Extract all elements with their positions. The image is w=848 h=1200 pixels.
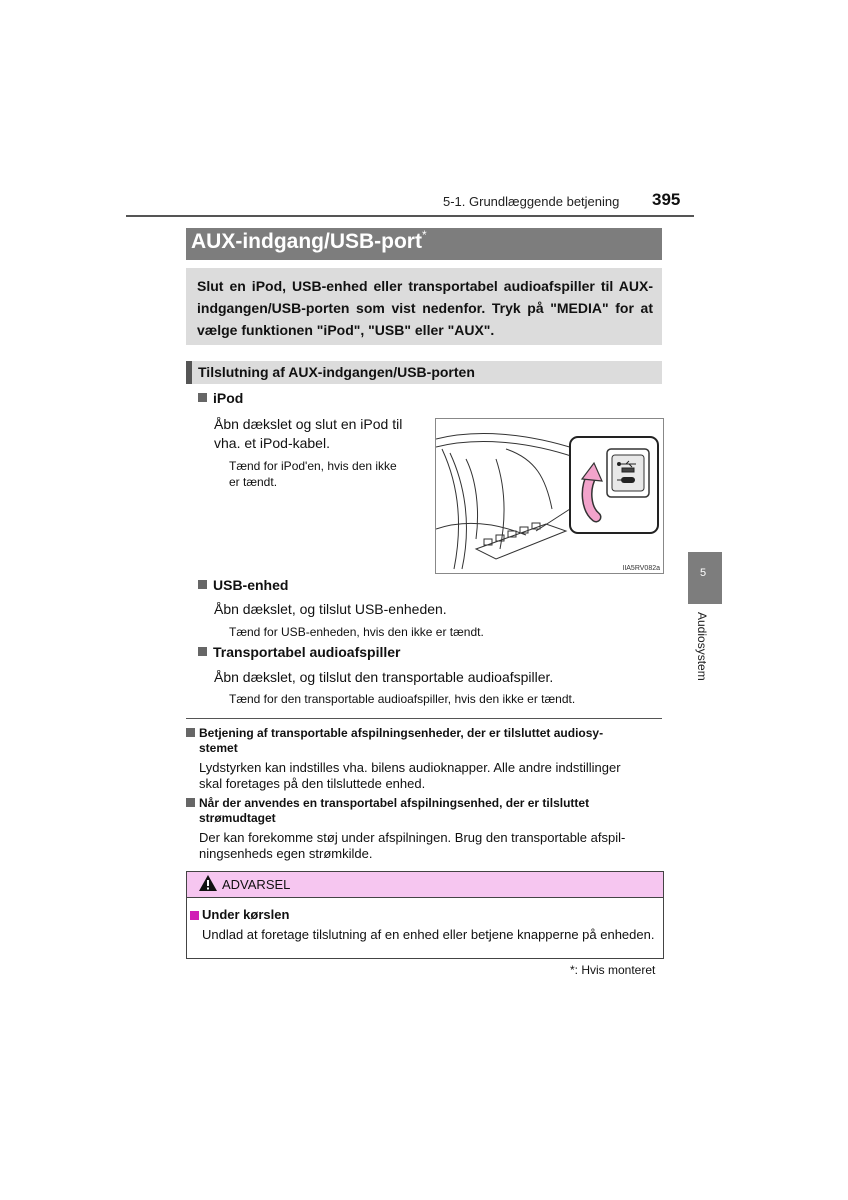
bullet-square-icon <box>198 580 207 589</box>
bullet-square-icon <box>186 728 195 737</box>
dashboard-illustration <box>436 419 663 573</box>
item-usb-line1: Åbn dækslet, og tilslut USB-enheden. <box>214 601 447 617</box>
note-1-heading: Betjening af transportable afspilningsenheder, der er tilsluttet audiosy- <box>186 726 662 741</box>
chapter-label: Audiosystem <box>695 612 709 681</box>
chapter-number: 5 <box>700 567 707 579</box>
note-2-body-1: Der kan forekomme støj under afspilningen. Brug den transportable afspil- <box>199 830 626 845</box>
item-ipod-line1: Åbn dækslet og slut en iPod til <box>214 416 403 432</box>
subheading: Tilslutning af AUX-indgangen/USB-porten <box>198 364 475 380</box>
notes-rule <box>186 718 662 719</box>
header-rule <box>126 215 694 217</box>
page-title-text: AUX-indgang/USB-port <box>191 230 422 253</box>
connection-figure <box>435 418 664 574</box>
item-ipod-note1: Tænd for iPod'en, hvis den ikke <box>229 459 397 473</box>
note-1-body-1: Lydstyrken kan indstilles vha. bilens audioknapper. Alle andre indstillinger <box>199 760 621 775</box>
footnote <box>570 963 655 977</box>
page-title <box>191 230 427 254</box>
bullet-square-icon <box>186 798 195 807</box>
warning-title: Under kørslen <box>202 907 290 922</box>
item-audio-line1: Åbn dækslet, og tilslut den transportable audioafspiller. <box>214 669 554 685</box>
item-audio-heading: Transportabel audioafspiller <box>198 644 401 660</box>
item-usb-note1: Tænd for USB-enheden, hvis den ikke er tændt. <box>229 625 484 639</box>
warning-body: Undlad at foretage tilslutning af en enhed eller betjene knapperne på enheden. <box>202 927 655 942</box>
warning-triangle-icon <box>198 874 218 892</box>
figure-code: IIA5RV082a <box>622 565 660 572</box>
warning-bullet-icon <box>190 911 199 920</box>
item-audio-note1: Tænd for den transportable audioafspiller, hvis den ikke er tændt. <box>229 692 576 706</box>
note-2-heading: Når der anvendes en transportabel afspilningsenhed, der er tilsluttet <box>186 796 662 811</box>
bullet-square-icon <box>198 393 207 402</box>
footnote-symbol: * <box>570 963 575 977</box>
footnote-text: : Hvis monteret <box>574 963 656 977</box>
title-asterisk: * <box>421 228 427 242</box>
intro-text: Slut en iPod, USB-enhed eller transportabel audioafspiller til AUX-indgangen/USB-porten som vist nedenfor. Tryk på "MEDIA" for at vælge funktionen "iPod", "USB" eller "AUX". <box>197 278 653 338</box>
item-ipod-note2: er tændt. <box>229 475 278 489</box>
warning-label: ADVARSEL <box>222 877 291 892</box>
note-2-body-2: ningsenheds egen strømkilde. <box>199 846 373 861</box>
bullet-square-icon <box>198 647 207 656</box>
note-1-body-2: skal foretages på den tilsluttede enhed. <box>199 776 426 791</box>
note-2-heading-cont: strømudtaget <box>199 811 276 825</box>
item-ipod-line2: vha. et iPod-kabel. <box>214 435 330 451</box>
item-ipod-heading: iPod <box>198 390 243 406</box>
page-number: 395 <box>652 190 681 209</box>
subheading-marker <box>186 361 192 384</box>
item-usb-heading: USB-enhed <box>198 577 288 593</box>
note-1-heading-cont: stemet <box>199 741 238 755</box>
section-header: 5-1. Grundlæggende betjening <box>443 194 620 209</box>
